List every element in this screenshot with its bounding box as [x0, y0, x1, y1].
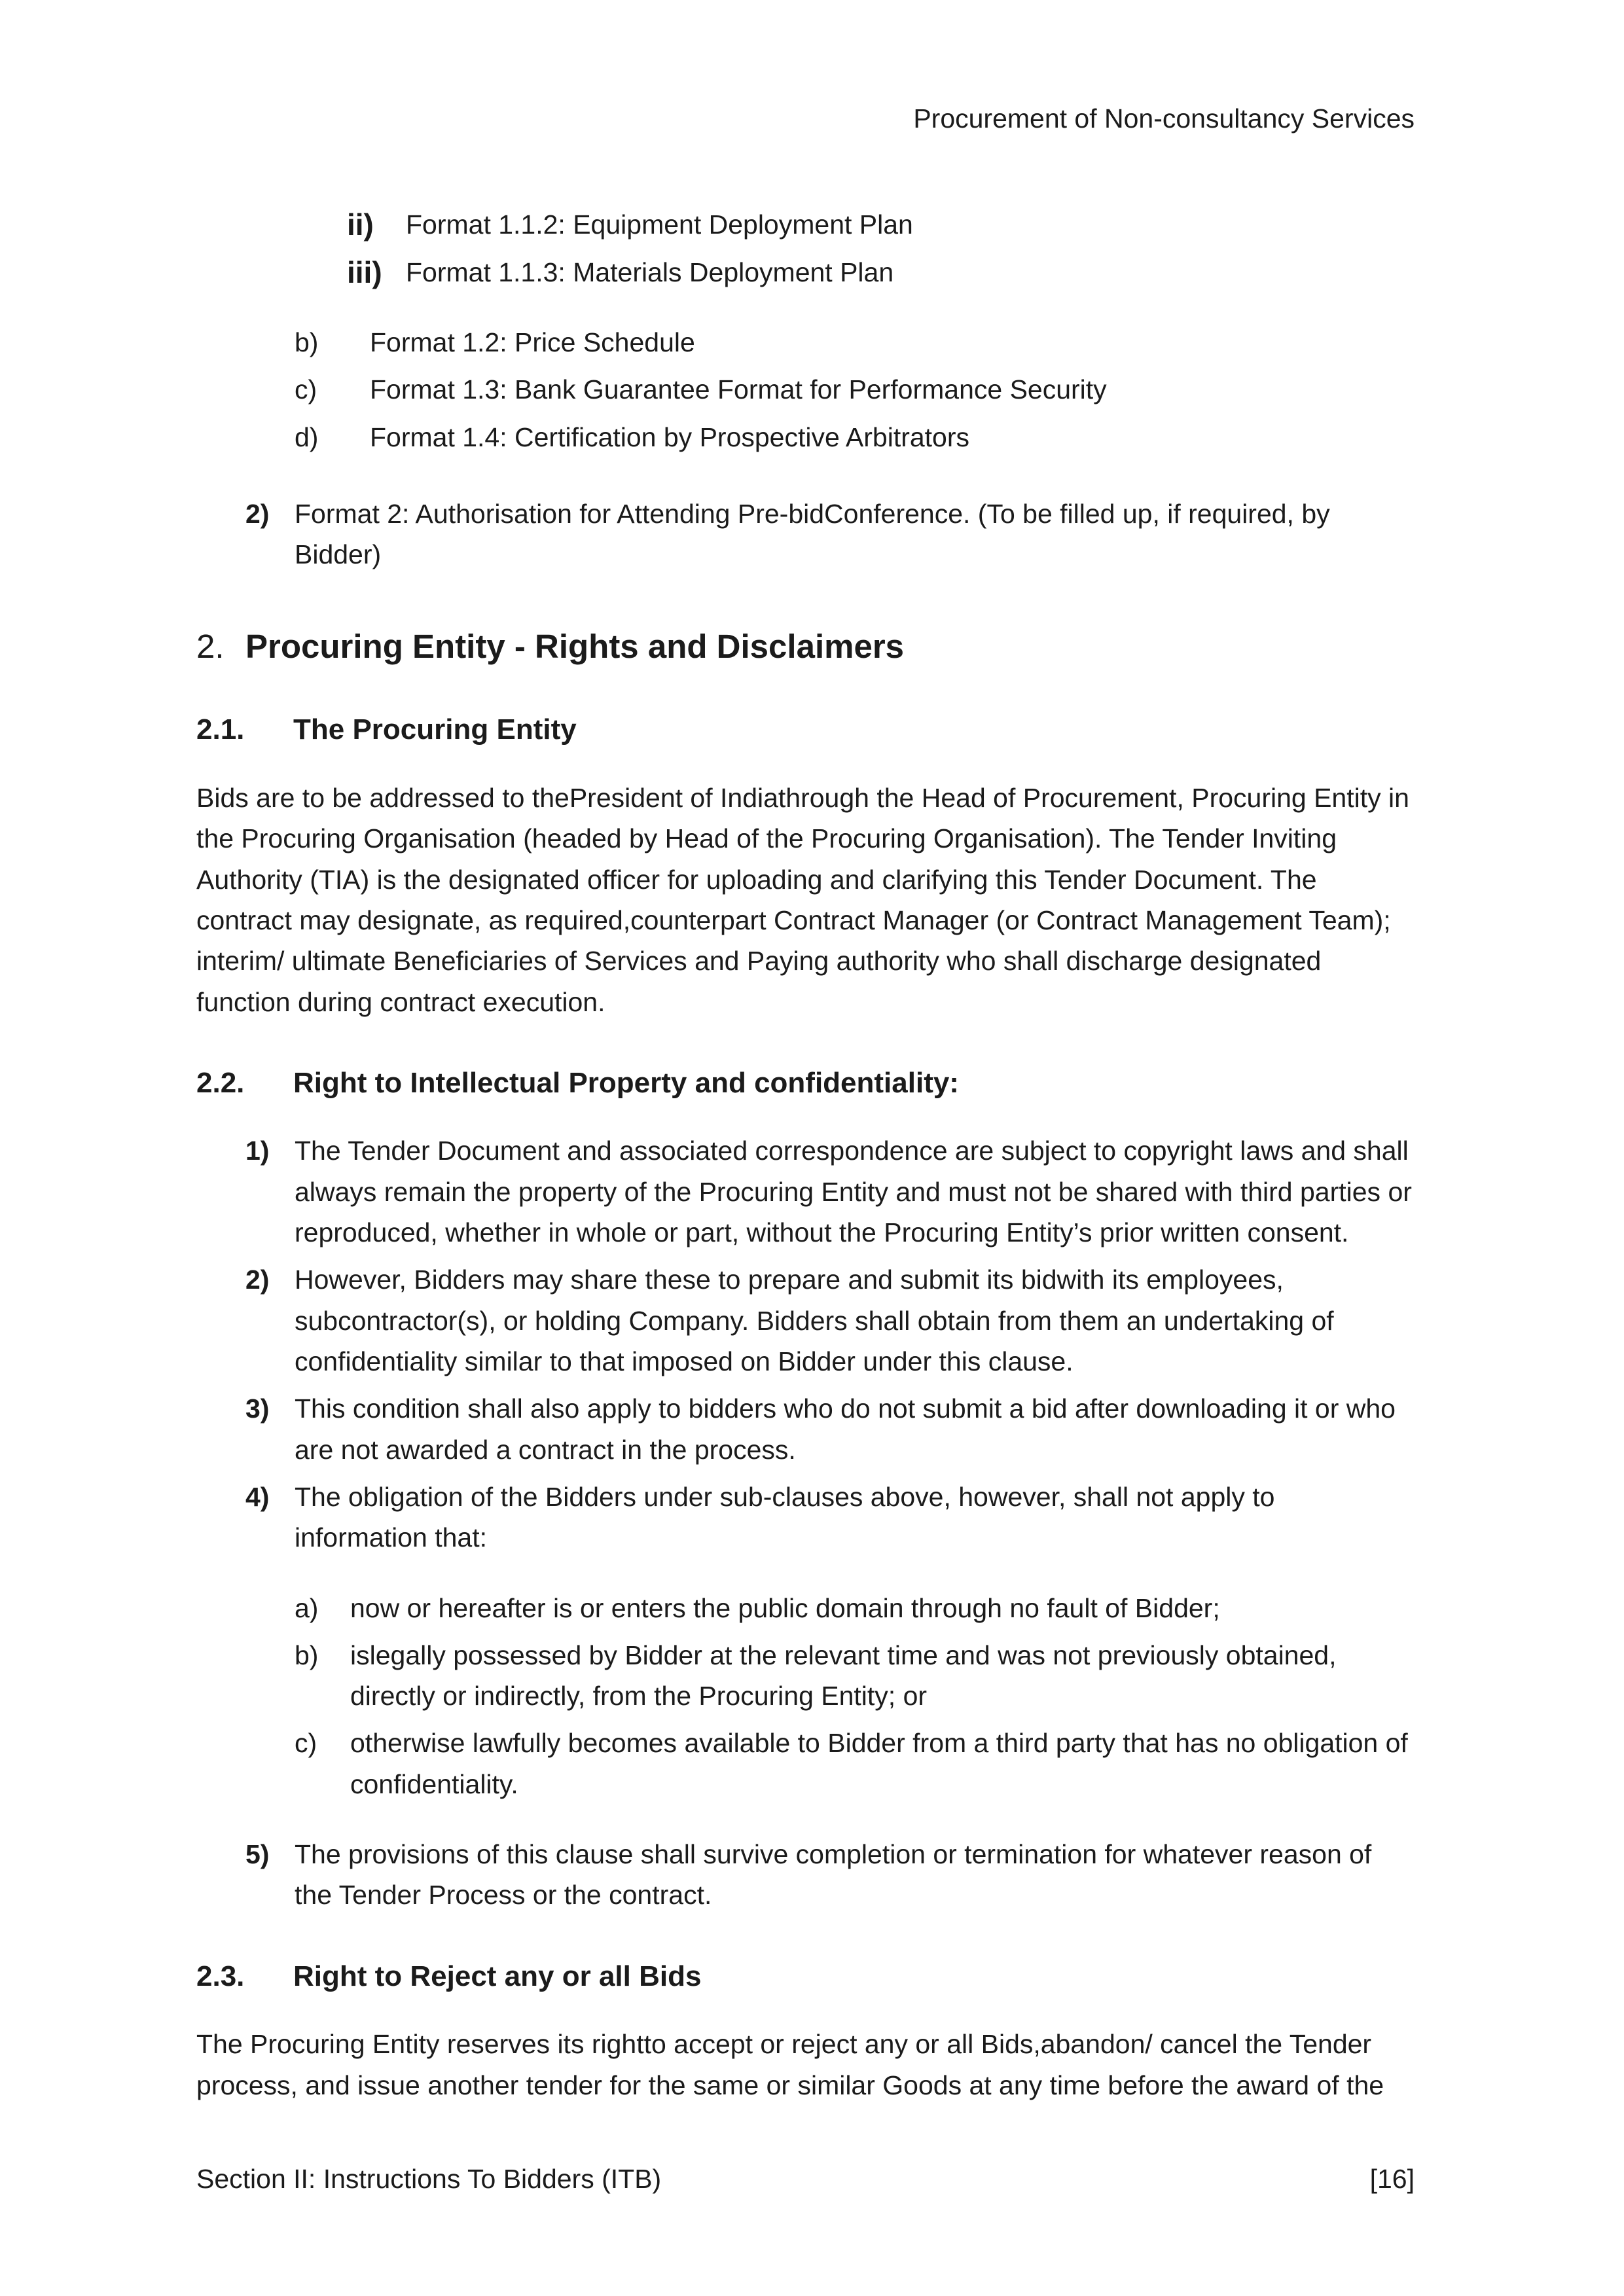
section-number: 2. — [196, 627, 225, 665]
item-marker: ii) — [347, 207, 374, 242]
item-marker: iii) — [347, 255, 382, 289]
section-heading — [196, 624, 1415, 670]
subsection-number: 2.3. — [196, 1960, 245, 1992]
header-text: Procurement of Non-consultancy Services — [913, 103, 1415, 134]
list-item — [295, 1723, 1415, 1804]
item-text: The Tender Document and associated correspondence are subject to copyright laws and shall always remain the property of the Procuring Entity and must not be shared with third parties or reproduced, whether in whole or part, without the Procuring Entity’s prior written consent. — [295, 1136, 1412, 1248]
list-item — [295, 1588, 1415, 1628]
item-marker: 2) — [245, 498, 270, 529]
subsection-title: The Procuring Entity — [293, 713, 577, 746]
list-item — [245, 1388, 1415, 1470]
item-marker: a) — [295, 1592, 319, 1623]
item-text: Format 1.3: Bank Guarantee Format for Performance Security — [370, 374, 1107, 405]
item-text: now or hereafter is or enters the public domain through no fault of Bidder; — [350, 1592, 1220, 1623]
list-item — [245, 1834, 1415, 1916]
item-text: Format 1.1.2: Equipment Deployment Plan — [406, 209, 913, 240]
item-marker: c) — [295, 1728, 317, 1759]
item-text: Format 1.1.3: Materials Deployment Plan — [406, 257, 894, 287]
item-text: Format 1.2: Price Schedule — [370, 327, 695, 357]
subsection-number: 2.2. — [196, 1066, 245, 1099]
footer-page-number: [16] — [1369, 2163, 1415, 2194]
item-text: Format 1.4: Certification by Prospective Arbitrators — [370, 422, 970, 452]
list-item — [295, 322, 1415, 363]
page-header — [196, 98, 1415, 139]
item-marker: 1) — [245, 1136, 270, 1166]
item-marker: 4) — [245, 1481, 270, 1512]
item-marker: b) — [295, 1640, 319, 1670]
item-marker: c) — [295, 374, 317, 405]
subsection-title: Right to Reject any or all Bids — [293, 1960, 702, 1992]
list-item — [245, 1130, 1415, 1253]
page-footer — [196, 2159, 1415, 2199]
list-item — [245, 1477, 1415, 1558]
item-text: otherwise lawfully becomes available to Bidder from a third party that has no obligation of confidentiality. — [350, 1728, 1408, 1799]
section-title: Procuring Entity - Rights and Disclaimers — [245, 627, 905, 665]
item-text: islegally possessed by Bidder at the relevant time and was not previously obtained, directly or indirectly, from the Procuring Entity; or — [350, 1640, 1337, 1712]
list-item — [295, 1635, 1415, 1717]
item-marker: b) — [295, 327, 319, 357]
list-item — [295, 369, 1415, 410]
item-text: The provisions of this clause shall survive completion or termination for whatever reason of the Tender Process or the contract. — [295, 1839, 1372, 1910]
subsection-heading — [196, 1956, 1415, 1997]
subsection-title: Right to Intellectual Property and confidentiality: — [293, 1066, 959, 1099]
footer-section-label: Section II: Instructions To Bidders (ITB) — [196, 2163, 662, 2194]
subsection-heading — [196, 709, 1415, 750]
item-marker: 2) — [245, 1265, 270, 1295]
list-item — [245, 493, 1415, 575]
item-text: Format 2: Authorisation for Attending Pre-bidConference. (To be filled up, if required, by Bidder) — [295, 498, 1330, 570]
list-item — [245, 1259, 1415, 1382]
item-marker: 5) — [245, 1839, 270, 1870]
list-item — [347, 204, 1415, 245]
body-paragraph: The Procuring Entity reserves its rightto accept or reject any or all Bids,abandon/ cancel the Tender process, and issue another tender for the same or similar Goods at any time before the award of the — [196, 2029, 1384, 2100]
subsection-heading — [196, 1063, 1415, 1103]
item-marker: d) — [295, 422, 319, 452]
body-paragraph: Bids are to be addressed to thePresident of Indiathrough the Head of Procurement, Procuring Entity in the Procuring Organisation (headed by Head of the Procuring Organisation). The Tender Inviting Authority (TIA) is the designated officer for uploading and clarifying this Tender Document. The contract may designate, as required,counterpart Contract Manager (or Contract Management Team); interim/ ultimate Beneficiaries of Services and Paying authority who shall discharge designated function during contract execution. — [196, 782, 1409, 1017]
subsection-number: 2.1. — [196, 713, 245, 746]
item-text: This condition shall also apply to bidders who do not submit a bid after downloading it or who are not awarded a contract in the process. — [295, 1393, 1396, 1465]
item-marker: 3) — [245, 1393, 270, 1424]
list-item — [347, 252, 1415, 293]
list-item — [295, 417, 1415, 457]
item-text: The obligation of the Bidders under sub-clauses above, however, shall not apply to information that: — [295, 1481, 1275, 1553]
item-text: However, Bidders may share these to prepare and submit its bidwith its employees, subcontractor(s), or holding Company. Bidders shall obtain from them an undertaking of confidentiality similar to that imposed on Bidder under this clause. — [295, 1265, 1334, 1376]
